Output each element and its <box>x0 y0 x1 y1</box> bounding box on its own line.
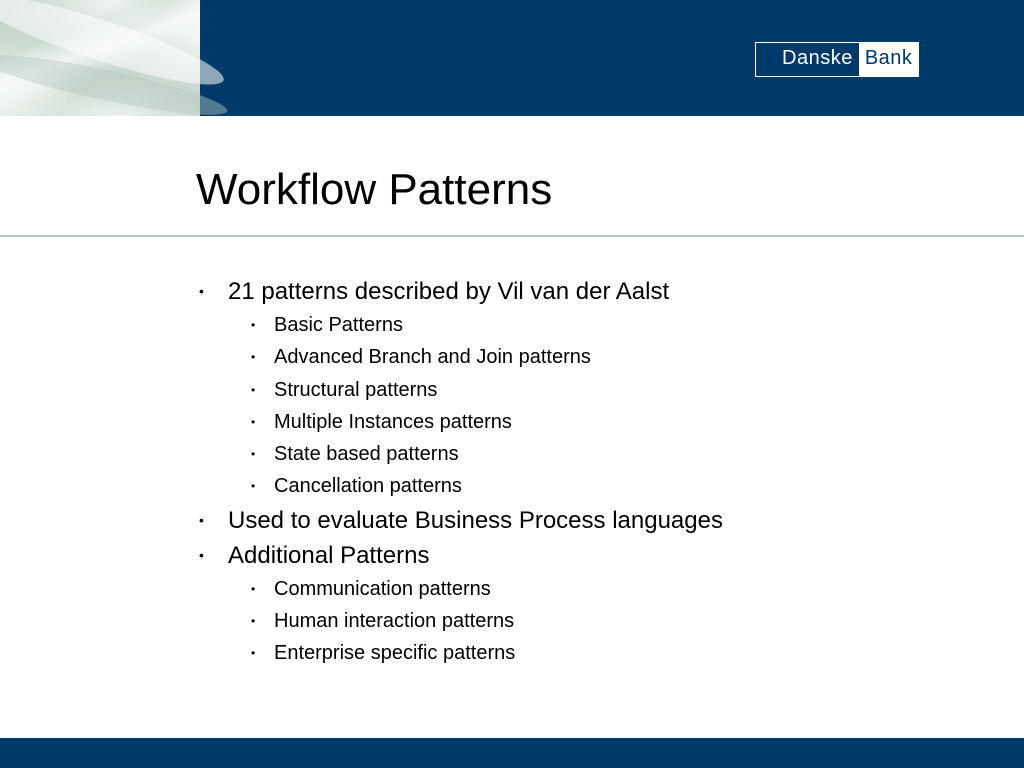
sub-bullet-item <box>196 309 996 341</box>
sub-bullet-text: Enterprise specific patterns <box>274 642 516 665</box>
logo-left-text: Danske <box>756 43 860 76</box>
bullet-marker: • <box>251 447 256 462</box>
logo-right-text: Bank <box>860 43 919 76</box>
bullet-marker: • <box>251 414 256 429</box>
sub-bullet-text: State based patterns <box>274 443 459 466</box>
sub-bullet-item <box>196 374 996 406</box>
title-divider <box>0 235 1024 237</box>
bullet-text: Used to evaluate Business Process languages <box>228 506 723 534</box>
bullet-list <box>196 274 996 670</box>
bullet-item <box>196 538 996 573</box>
slide-title: Workflow Patterns <box>196 165 553 214</box>
sub-bullet-item <box>196 341 996 373</box>
sub-bullet-item <box>196 438 996 470</box>
bullet-marker: • <box>251 479 256 494</box>
sub-bullet-text: Basic Patterns <box>274 314 403 336</box>
sub-bullet-text: Communication patterns <box>274 577 491 600</box>
sub-bullet-text: Advanced Branch and Join patterns <box>274 346 591 369</box>
sub-bullet-item <box>196 406 996 438</box>
sub-bullet-item <box>196 605 996 637</box>
bullet-marker: • <box>251 382 256 397</box>
bullet-item <box>196 503 996 538</box>
sub-bullet-text: Multiple Instances patterns <box>274 410 512 433</box>
sub-bullet-item <box>196 637 996 669</box>
bullet-marker: • <box>251 581 256 596</box>
bullet-marker: • <box>251 614 256 629</box>
bullet-marker: • <box>199 283 204 299</box>
footer-band <box>0 738 1024 768</box>
sub-bullet-item <box>196 573 996 605</box>
sub-bullet-text: Cancellation patterns <box>274 475 462 498</box>
sub-bullet-text: Structural patterns <box>274 378 438 401</box>
danske-bank-logo <box>755 42 919 77</box>
sub-bullet-text: Human interaction patterns <box>274 610 515 633</box>
bullet-marker: • <box>199 546 204 563</box>
sub-bullet-item <box>196 470 996 502</box>
bullet-text: Additional Patterns <box>228 541 430 569</box>
bullet-marker: • <box>199 511 204 528</box>
header-band <box>0 0 1024 116</box>
bullet-text: 21 patterns described by Vil van der Aalst <box>228 278 670 305</box>
header-decorative-image <box>0 0 200 116</box>
bullet-marker: • <box>251 318 256 332</box>
bullet-marker: • <box>251 350 256 365</box>
bullet-item <box>196 274 996 309</box>
bullet-marker: • <box>251 646 256 661</box>
